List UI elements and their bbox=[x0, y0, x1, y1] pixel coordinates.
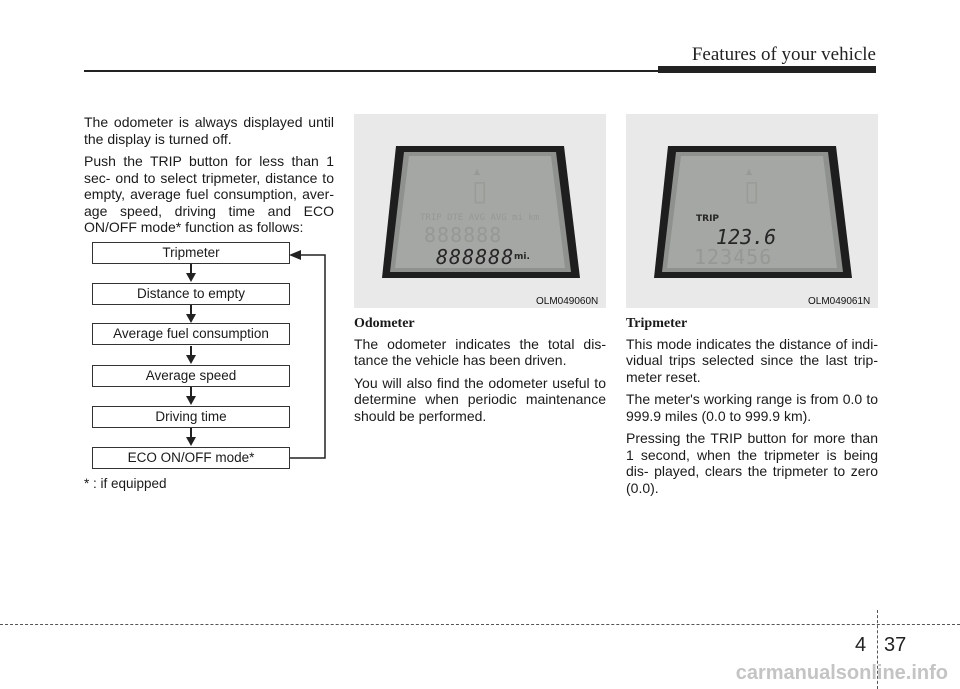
tripmeter-heading: Tripmeter bbox=[626, 316, 688, 331]
svg-text:▲: ▲ bbox=[746, 167, 753, 176]
intro-paragraph: The odometer is always displayed until the display is turned off. bbox=[84, 114, 334, 147]
flow-arrow-icon bbox=[186, 264, 196, 282]
odometer-unit: mi. bbox=[514, 252, 530, 262]
footnote: * : if equipped bbox=[84, 476, 167, 491]
tripmeter-section bbox=[626, 316, 878, 502]
flow-step-average-speed: Average speed bbox=[92, 365, 290, 387]
page-number: 37 bbox=[884, 634, 907, 656]
svg-text:888888: 888888 bbox=[424, 223, 503, 247]
left-column-text bbox=[84, 114, 334, 242]
odometer-image-code: OLM049060N bbox=[536, 296, 599, 307]
svg-text:▯: ▯ bbox=[744, 174, 760, 207]
odometer-paragraph-2: You will also find the odometer useful to determine when periodic maintenance should be performed. bbox=[354, 374, 606, 424]
footer-rule bbox=[0, 624, 960, 625]
odometer-heading: Odometer bbox=[354, 316, 415, 331]
tripmeter-image bbox=[626, 114, 878, 308]
flow-arrow-icon bbox=[186, 305, 196, 323]
flow-arrow-icon bbox=[186, 428, 196, 446]
svg-text:TRIP DTE AVG AVG mi km: TRIP DTE AVG AVG mi km bbox=[420, 213, 540, 223]
flow-arrow-icon bbox=[186, 387, 196, 405]
odometer-image bbox=[354, 114, 606, 308]
section-title: Features of your vehicle bbox=[691, 44, 876, 65]
odometer-paragraph-1: The odometer indicates the total dis- tance the vehicle has been driven. bbox=[354, 335, 606, 368]
flow-arrow-icon bbox=[186, 346, 196, 364]
svg-text:▯: ▯ bbox=[472, 174, 488, 207]
header-rule-accent bbox=[658, 66, 876, 73]
odometer-section bbox=[354, 316, 606, 430]
flow-step-eco-mode: ECO ON/OFF mode* bbox=[92, 447, 290, 469]
watermark: carmanualsonline.info bbox=[735, 662, 948, 684]
tripmeter-paragraph-2: The meter's working range is from 0.0 to 999.9 miles (0.0 to 999.9 km). bbox=[626, 391, 878, 424]
instructions-paragraph: Push the TRIP button for less than 1 sec- ond to select tripmeter, distance to empty, average fuel consumption, aver- age speed, driving time and ECO ON/OFF mode* function as follows: bbox=[84, 153, 334, 235]
svg-text:123456: 123456 bbox=[694, 245, 773, 269]
flow-return-arrow-icon bbox=[288, 248, 330, 464]
trip-display-value: 123.6 bbox=[716, 225, 777, 249]
header-rule bbox=[84, 70, 704, 72]
flow-step-driving-time: Driving time bbox=[92, 406, 290, 428]
tripmeter-paragraph-1: This mode indicates the distance of indi- vidual trips selected since the last trip- meter reset. bbox=[626, 335, 878, 385]
tripmeter-paragraph-3: Pressing the TRIP button for more than 1 second, when the tripmeter is being dis- played, clears the tripmeter to zero (0.0). bbox=[626, 430, 878, 496]
flow-step-tripmeter: Tripmeter bbox=[92, 242, 290, 264]
svg-text:▲: ▲ bbox=[474, 167, 481, 176]
chapter-number: 4 bbox=[855, 634, 867, 656]
flow-step-distance-to-empty: Distance to empty bbox=[92, 283, 290, 305]
flow-step-average-fuel: Average fuel consumption bbox=[92, 323, 290, 345]
odometer-digits: 888888 bbox=[436, 245, 515, 269]
trip-display-label: TRIP bbox=[696, 214, 720, 224]
tripmeter-image-code: OLM049061N bbox=[808, 296, 871, 307]
